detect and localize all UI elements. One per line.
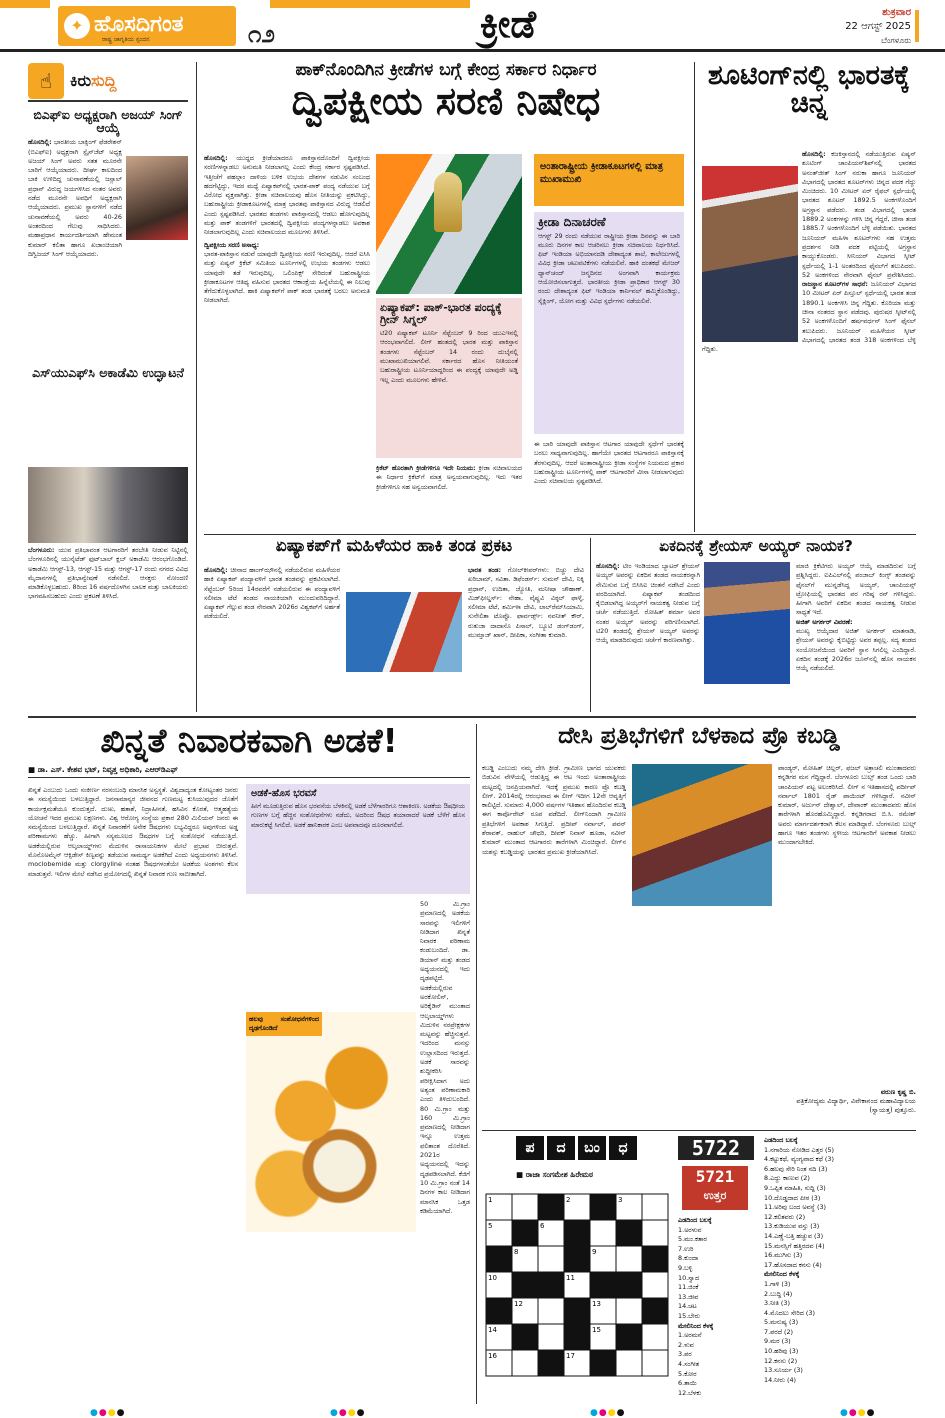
clue-item: 11.ಜಿಂಕೆ (678, 1283, 699, 1292)
photo-caption: ಹಲವು ಸಂಶೋಧನೆಗಳಿಂದ ದೃಢಗೊಂಡಿದೆ (246, 1012, 322, 1036)
column-rule (694, 62, 695, 532)
grid-block (616, 1272, 642, 1298)
grid-number: 11 (566, 1274, 575, 1282)
lead-body (204, 154, 370, 524)
grid-cell (642, 1194, 668, 1220)
iyer-subhead: ಅಜಿತ್ ಅಗರ್ಕರ್ ವಿವರಣೆ: (796, 617, 853, 626)
dateline: ಹೊಸದಿಲ್ಲಿ: (802, 150, 826, 158)
hockey-body (204, 566, 340, 712)
day-name: ಶುಕ್ರವಾರ (882, 7, 911, 18)
clue-item: 7.ಪರದೆ (2) (764, 1327, 794, 1336)
clue-item: 1.ನಗಾರಿಯ ನೋಡಿದ ಎತ್ತರ (5) (764, 1145, 835, 1154)
grid-cell (512, 1350, 538, 1376)
print-registration-marks: ●●●● (90, 1408, 126, 1418)
old-across-list (678, 1226, 758, 1322)
clue-item: 17.ಹೊಸದಾದ ಕನಸು (4) (764, 1260, 822, 1269)
article-text: ಭಾರತೀಯ ಬಾಕ್ಸಿಂಗ್ ಫೆಡರೇಶನ್ (ಬಿಎಫ್‌ಐ) ಅಧ್ಯಕ್ಷರಾಗಿ ಸ್ಪೈಸ್‌ಜೆಟ್ ಅಧ್ಯಕ್ಷ ಅಜಯ್ ಸಿಂಗ್ ಅವರು ಸತತ ಮೂರನೇ ಬಾರಿಗೆ ಆಯ್ಕೆಯಾದರು. ದೀರ್ಘ ಕಾಲದಿಂದ ಬಾಕಿ ಉಳಿದಿದ್ದ ಚುನಾವಣೆಯಲ್ಲಿ ಜಸ್ಲಾಲ್ ಪ್ರಧಾನ್ ವಿರುದ್ಧ ಜಯಗಳಿಸಿದ ನಂತರ ಅವರು ನಡೆದ ಮೂರನೇ ಅವಧಿಗೆ ಅಧ್ಯಕ್ಷರಾಗಿ ಆಯ್ಕೆಯಾದರು. ಪ್ರಮುಖ ಸ್ಥಾನಗಳಿಗೆ ನಡೆದ ಚುನಾವಣೆಯಲ್ಲಿ ಅವರು 40-26 ಅಂತರದಿಂದ ಗೆಲುವು ಸಾಧಿಸಿದರು. ಮಹಾಪ್ರಧಾನ ಕಾರ್ಯದರ್ಶಿಯಾಗಿ ಹೇಮಂತ ಕುಮಾರ್ ಕಲಿತಾ ಹಾಗೂ ಖಜಾಂಚಿಯಾಗಿ ದಿಗ್ವಿಜಯ್ ಸಿಂಗ್ ಆಯ್ಕೆಯಾದರು. (28, 138, 122, 258)
grid-cell (642, 1220, 668, 1246)
clue-item: 7.ಉರಿ (678, 1244, 694, 1253)
grid-number: 12 (514, 1300, 523, 1308)
grid-block (642, 1246, 668, 1272)
clue-item: 1.ಗಾಳಿ (3) (764, 1279, 791, 1288)
logo-text: ಹೊಸದಿಗಂತ (94, 12, 184, 37)
author-line: ಡಾ. ಎಸ್. ಕೇಶವ ಭಟ್, ನಿವೃತ್ತ ಅಧಿಕಾರಿ, ಎಆರ್‌ಡಿಎಫ್ (37, 764, 178, 774)
rules-subhead: ಕ್ರಿಕೆಟ್ ಹೊರತಾಗಿ ಕ್ರೀಡೆಗಳಿಗೂ ಇದೇ ನಿಯಮ: (376, 464, 476, 472)
grid-cell (616, 1298, 642, 1324)
grid-block (590, 1350, 616, 1376)
kabaddi-article (482, 724, 916, 1126)
clue-item: 15.ಬೇರು (678, 1311, 701, 1320)
dateline: ಹೊಸದಿಲ್ಲಿ: (204, 154, 228, 162)
sports-day-body: ಆಗಸ್ಟ್ 29 ರಂದು ನಡೆಯುವ ರಾಷ್ಟ್ರೀಯ ಕ್ರೀಡಾ ದಿನವನ್ನು ಈ ಬಾರಿ ಮೂರು ದಿನಗಳ ಕಾಲ ಆಚರಿಸಲು ಕ್ರೀಡಾ ಸಚಿವಾಲಯ ನಿರ್ಧರಿಸಿದೆ. ಫಿಟ್ ಇಂಡಿಯಾ ಅಭಿಯಾನದಡಿ ದೇಶಾದ್ಯಂತ ಶಾಲೆ, ಕಾಲೇಜುಗಳಲ್ಲಿ ವಿವಿಧ ಕ್ರೀಡಾ ಚಟುವಟಿಕೆಗಳು ನಡೆಯಲಿವೆ. ಹಾಕಿ ದಂತಕಥೆ ಮೇಜರ್ ಧ್ಯಾನ್‌ಚಂದ್ ಜನ್ಮದಿನದ ಅಂಗವಾಗಿ ಕಾರ್ಯಕ್ರಮ ಆಯೋಜಿಸಲಾಗುತ್ತದೆ. ಭಾರತೀಯ ಕ್ರೀಡಾ ಪ್ರಾಧಿಕಾರ ಆಗಸ್ಟ್ 30 ರಂದು ದೇಶಾದ್ಯಂತ ಫಿಟ್ ಇಂಡಿಯಾ ಕಾರ್ನಿವಲ್ ಹಮ್ಮಿಕೊಂಡಿದ್ದು, ಸೈಕ್ಲಿಂಗ್, ಯೋಗ ಮತ್ತು ವಿವಿಧ ಸ್ಪರ್ಧೆಗಳು ನಡೆಯಲಿವೆ. (538, 231, 680, 305)
date: 22 ಆಗಸ್ಟ್ 2025 (845, 21, 911, 32)
section-rule (204, 534, 916, 535)
grid-number: 15 (592, 1326, 601, 1334)
previous-answers (678, 1216, 758, 1404)
grid-block (512, 1272, 538, 1298)
old-down-head: ಮೇಲಿನಿಂದ ಕೆಳಕ್ಕೆ (678, 1321, 714, 1330)
article-text: ಚೀನಾದ ಹಾಂಗ್‌ಝೌನಲ್ಲಿ ನಡೆಯಲಿರುವ ಮಹಿಳೆಯರ ಹಾಕಿ ಏಷ್ಯಾಕಪ್ ಪಂದ್ಯಾವಳಿಗೆ ಭಾರತ ತಂಡವನ್ನು ಪ್ರಕಟಿಸಲಾಗಿದೆ. ಸೆಪ್ಟೆಂಬರ್ 5ರಿಂದ 14ರವರೆಗೆ ನಡೆಯಲಿರುವ ಈ ಪಂದ್ಯಾವಳಿಗೆ ಸಲೀಮಾ ಟೆಟೆ ತಂಡದ ನಾಯಕಿಯಾಗಿ ಮುಂದುವರಿದಿದ್ದಾರೆ. ಏಷ್ಯಾಕಪ್ ಗೆಲ್ಲುವ ತಂಡ ನೇರವಾಗಿ 2026ರ ವಿಶ್ವಕಪ್‌ಗೆ ಅರ್ಹತೆ ಪಡೆಯಲಿದೆ. (204, 566, 340, 621)
newspaper-logo (58, 6, 236, 46)
shooting-story (702, 62, 916, 532)
old-down-list (678, 1331, 758, 1398)
grid-cell (642, 1272, 668, 1298)
kabaddi-author: ವರುಣ ಕೃಷ್ಣ ಬಿ. (880, 1088, 916, 1096)
grid-number: 6 (540, 1222, 545, 1230)
page-number: ೧೨ (248, 20, 275, 48)
lead-subhead: ದ್ವಿಪಕ್ಷೀಯ ಸರಣಿ ಅಸಾಧ್ಯ: (204, 240, 260, 249)
clue-item: 4.ಕಟ್ಟುಕಥೆ, ವ್ಯಂಗ್ಯವಾದ ಕಥೆ (3) (764, 1155, 834, 1164)
grid-cell (512, 1194, 538, 1220)
grid-cell (538, 1298, 564, 1324)
article-text: ಭಾರತ-ಪಾಕಿಸ್ತಾನ ನಡುವೆ ಯಾವುದೇ ದ್ವಿಪಕ್ಷೀಯ ಸರಣಿ ಇರುವುದಿಲ್ಲ. ಆದರೆ ಐಸಿಸಿ ಮತ್ತು ಏಷ್ಯನ್ ಕ್ರಿಕೆಟ್ ಸಮಿತಿಯ ಟೂರ್ನಿಗಳಲ್ಲಿ ಉಭಯ ತಂಡಗಳು ಆಡಲು ಯಾವುದೇ ತಡೆ ಇರುವುದಿಲ್ಲ. ಒಲಿಂಪಿಕ್ಸ್ ಸೇರಿದಂತೆ ಬಹುರಾಷ್ಟ್ರೀಯ ಕ್ರೀಡಾಕೂಟಗಳ ಆತಿಥ್ಯ ವಹಿಸುವ ಭಾರತದ ಆಕಾಂಕ್ಷೆಯ ಹಿನ್ನೆಲೆಯಲ್ಲಿ ಈ ನಿಲುವು ತೆಗೆದುಕೊಳ್ಳಲಾಗಿದೆ. ಹಾಕಿ ಏಷ್ಯಾಕಪ್‌ಗೆ ಪಾಕ್ ತಂಡ ಭಾರತಕ್ಕೆ ಬರಲು ಅನುಮತಿ ನೀಡಲಾಗಿದೆ. (204, 249, 370, 305)
dateline-block (845, 6, 911, 48)
old-across-head: ಎಡದಿಂದ ಬಲಕ್ಕೆ (678, 1216, 712, 1224)
inauguration-photo (28, 467, 188, 543)
grid-cell (616, 1246, 642, 1272)
clue-item: 13.ಕುಡಿಯುವ ವಸ್ತು (3) (764, 1222, 820, 1231)
article-text: ಟೀಂ ಇಂಡಿಯಾದ ಬ್ಯಾಟರ್ ಶ್ರೇಯಸ್ ಅಯ್ಯರ್ ಅವರನ್ನು ಏಕದಿನ ತಂಡದ ನಾಯಕರನ್ನಾಗಿ ನೇಮಿಸುವ ಬಗ್ಗೆ ಬಿಸಿಸಿಐ ಚಿಂತನೆ ನಡೆಸಿದೆ ಎಂದು ವರದಿಯಾಗಿದೆ. ಏಷ್ಯಾಕಪ್ ತಂಡದಿಂದ ಕೈಬಿಡಲಾಗಿದ್ದ ಅಯ್ಯರ್‌ಗೆ ನಾಯಕತ್ವ ನೀಡುವ ಬಗ್ಗೆ ಚರ್ಚೆ ನಡೆಯುತ್ತಿದೆ. ರೋಹಿತ್ ಶರ್ಮಾ ಅವರ ನಂತರ ಅಯ್ಯರ್ ಅವರನ್ನು ಪರಿಗಣಿಸಲಾಗಿದೆ. ಟಿ20 ತಂಡದಲ್ಲಿ ಶ್ರೇಯಸ್ ಅಯ್ಯರ್ ಅವರನ್ನು ಆಯ್ಕೆ ಮಾಡದಿರುವುದು ಚರ್ಚೆಗೆ ಕಾರಣವಾಗಿತ್ತು. (596, 562, 700, 645)
section-rule (482, 1130, 916, 1131)
answer-label: ಉತ್ತರ (703, 1189, 727, 1202)
clue-item: 2.ಳುವ (678, 1340, 694, 1349)
logo-tagline: ರಾಷ್ಟ್ರ ಜಾಗೃತಿಯ ಸ್ಪಂದನ (102, 36, 150, 43)
grid-block (590, 1194, 616, 1220)
down-head: ಮೇಲಿನಿಂದ ಕೆಳಕ್ಕೆ (764, 1270, 800, 1279)
masthead-accent-bar (915, 10, 919, 42)
arecanut-headline: ಖಿನ್ನತೆ ನಿವಾರಕವಾಗಿ ಅಡಕೆ! (100, 721, 398, 760)
clue-item: 12.ಕಲಿತವರು (2) (764, 1212, 806, 1221)
cricketer-photo (704, 562, 790, 684)
grid-block (616, 1324, 642, 1350)
asiacup-body: ಟಿ20 ಏಷ್ಯಾಕಪ್ ಟೂರ್ನಿ ಸೆಪ್ಟೆಂಬರ್ 9 ರಿಂದ ಯುಎಇನಲ್ಲಿ ಆರಂಭವಾಗಲಿದೆ. ಲೀಗ್ ಹಂತದಲ್ಲಿ ಭಾರತ ಮತ್ತು ಪಾಕಿಸ್ತಾನ ತಂಡಗಳು ಸೆಪ್ಟೆಂಬರ್ 14 ರಂದು ದುಬೈನಲ್ಲಿ ಮುಖಾಮುಖಿಯಾಗಲಿವೆ. ಸರ್ಕಾರದ ಹೊಸ ನೀತಿಯಂತೆ ಬಹುರಾಷ್ಟ್ರೀಯ ಟೂರ್ನಿಯಾದ್ದರಿಂದ ಈ ಪಂದ್ಯಕ್ಕೆ ಯಾವುದೇ ಅಡ್ಡಿ ಇಲ್ಲ ಎಂದು ಮೂಲಗಳು ಹೇಳಿವೆ. (380, 329, 518, 384)
crossword-title (516, 1136, 637, 1160)
clue-item: 13.ಸೂರ್ಯ (3) (764, 1366, 803, 1375)
grid-number: 2 (566, 1196, 571, 1204)
kabaddi-body-continued: ಪಾಂಡ್ಯರ್, ಮೋಹಿತ್ ಚಿಲ್ಲರ್, ಫಜಲ್ ಅತ್ರಾಚಲಿ ಮುಂತಾದವರು ಕನ್ನಡಿಗರ ಮನ ಗೆದ್ದಿದ್ದಾರೆ. ಬೆಂಗಳೂರು ಬುಲ್ಸ್ ತಂಡ ಒಂದು ಬಾರಿ ಚಾಂಪಿಯನ್ ಪಟ್ಟ ಅಲಂಕರಿಸಿದೆ. ಲೀಗ್ ನ ಇತಿಹಾಸದಲ್ಲಿ ಪರ್ದೀಪ್ ನರ್ವಾಲ್ 1801 ರೈಡ್ ಪಾಯಿಂಟ್ ಗಳಿಸಿದ್ದಾರೆ. ನವೀನ್ ಕುಮಾರ್, ಅರ್ಜುನ್ ದೇಶ್ವಾಲ್, ದೇವಾಂಕ್ ಮುಂತಾದವರು ಹೊಸ ತಾರೆಗಳಾಗಿ ಹೊರಹೊಮ್ಮಿದ್ದಾರೆ. ಕನ್ನಡಿಗರಾದ ಬಿ.ಸಿ. ರಮೇಶ್ ಅವರು ಮಾರ್ಗದರ್ಶಕರಾಗಿ ಕೆಲಸ ಮಾಡಿದ್ದಾರೆ. ಬೆಂಗಳೂರು ಬುಲ್ಸ್ ಹಾಗೂ ಇತರ ತಂಡಗಳು ಸ್ಥಳೀಯ ಆಟಗಾರರಿಗೆ ಅವಕಾಶ ನೀಡಲು ಮುಂದಾಗಬೇಕಿದೆ. (778, 764, 916, 847)
article-text: ಕಬಡ್ಡಿ ಎಂಬುದು ನಮ್ಮ ದೇಸಿ ಕ್ರೀಡೆ. ಗ್ರಾಮೀಣ ಭಾಗದ ಯುವಕರು ಬಿಡುವಿನ ವೇಳೆಯಲ್ಲಿ ಆಡುತ್ತಿದ್ದ ಈ ಆಟ ಇಂದು ಅಂತಾರಾಷ್ಟ್ರೀಯ ಮಟ್ಟದಲ್ಲಿ ಜನಪ್ರಿಯವಾಗಿದೆ. ಇದಕ್ಕೆ ಪ್ರಮುಖ ಕಾರಣ ಪ್ರೊ ಕಬಡ್ಡಿ ಲೀಗ್. 2014ರಲ್ಲಿ ಆರಂಭವಾದ ಈ ಲೀಗ್ ಇದೀಗ 12ನೇ ಆವೃತ್ತಿಗೆ ಕಾಲಿಟ್ಟಿದೆ. ಸುಮಾರು 4,000 ವರ್ಷಗಳ ಇತಿಹಾಸ ಹೊಂದಿರುವ ಕಬಡ್ಡಿ ಈಗ ಕಾರ್ಪೊರೇಟ್ ರೂಪ ಪಡೆದಿದೆ. ಲೀಗ್‌ನಿಂದಾಗಿ ಗ್ರಾಮೀಣ ಪ್ರತಿಭೆಗಳಿಗೆ ಅವಕಾಶ ಸಿಗುತ್ತಿದೆ. ಪ್ರದೀಪ್ ನರ್ವಾಲ್, ಪವನ್ ಶೆರಾವತ್, ರಾಹುಲ್ ಚೌಧರಿ, ದೀಪಕ್ ನಿವಾಸ್ ಹೂಡಾ, ನವೀನ್ ಕುಮಾರ್ ಮುಂತಾದ ಆಟಗಾರರು ತಾರೆಗಳಾಗಿ ಮಿಂಚಿದ್ದಾರೆ. ಲೀಗ್‌ನ ಯಶಸ್ಸು ಕಬಡ್ಡಿಯನ್ನು ಭಾರತದ ಪ್ರಮುಖ ಕ್ರೀಡೆಯಾಗಿಸಿದೆ. (482, 764, 626, 856)
iyer-body (596, 562, 700, 712)
masthead-stripe (0, 0, 50, 8)
team-label: ಭಾರತ ತಂಡ: (468, 566, 502, 574)
column-rule (476, 724, 477, 1404)
grid-number: 13 (592, 1300, 601, 1308)
clue-item: 4.ಸಂಗೀತ (678, 1359, 700, 1368)
clue-item: 14.ನೀರು (4) (764, 1375, 797, 1384)
kabaddi-author-role: ಪತ್ರಿಕೋದ್ಯಮ ವಿದ್ಯಾರ್ಥಿ, ವಿವೇಕಾನಂದ ಮಹಾವಿದ್ಯಾಲಯ (ಸ್ವಾಯತ್ತ) ಪುತ್ತೂರು. (796, 1097, 916, 1114)
kabaddi-headline: ದೇಸಿ ಪ್ರತಿಭೆಗಳಿಗೆ ಬೆಳಕಾದ ಪ್ರೊ ಕಬಡ್ಡಿ (558, 723, 840, 749)
trophy-icon (434, 172, 462, 232)
hope-box (246, 784, 470, 894)
short-news-body (28, 138, 188, 360)
kabaddi-author-block (778, 1088, 916, 1115)
short-news-label: ಕಿರು (70, 71, 92, 90)
clue-item: 1.ಅರಳುವ (678, 1225, 702, 1234)
clue-item: 6.ಹಲವು ಸೇರಿ ನಿಂತ ನದಿ (3) (764, 1164, 828, 1173)
grid-block (512, 1220, 538, 1246)
logo-emblem-icon: ✦ (64, 13, 90, 39)
clue-item: 14.ಚಟ (678, 1302, 697, 1311)
article-text: ಮಾಜಿ ಕ್ರಿಕೆಟಿಗರು ಅಯ್ಯರ್ ಆಯ್ಕೆ ಮಾಡದಿರುವ ಬಗ್ಗೆ ಪ್ರಶ್ನಿಸಿದ್ದರು. ಐಪಿಎಲ್‌ನಲ್ಲಿ ಪಂಜಾಬ್ ಕಿಂಗ್ಸ್ ತಂಡವನ್ನು ಫೈನಲ್‌ಗೆ ಮುನ್ನಡೆಸಿದ್ದ ಅಯ್ಯರ್, ಚಾಂಪಿಯನ್ಸ್ ಟ್ರೋಫಿಯಲ್ಲಿ ಭಾರತದ ಪರ ಗರಿಷ್ಠ ರನ್ ಗಳಿಸಿದ್ದರು. ಹೀಗಾಗಿ ಅವರಿಗೆ ಏಕದಿನ ತಂಡದ ನಾಯಕತ್ವ ನೀಡುವ ಸಾಧ್ಯತೆ ಇದೆ. (796, 562, 916, 617)
section-title: ಕ್ರೀಡೆ (480, 2, 537, 46)
previous-puzzle-number: 5721 (695, 1167, 735, 1186)
clue-item: 11.ಅರಿವು ಬಂದ ಅವಸ್ಥೆ (3) (764, 1203, 826, 1212)
grid-cell (538, 1324, 564, 1350)
article-text: ಯುವ ಪ್ರತಿಭಾವಂತ ಆಟಗಾರರಿಗೆ ತರಬೇತಿ ನೀಡುವ ನಿಟ್ಟಿನಲ್ಲಿ ಬೆಂಗಳೂರಿನಲ್ಲಿ ಯುನೈಟೆಡ್ ಫುಟ್‌ಬಾಲ್ ಕ್ಲಬ್ ಅಕಾಡೆಮಿ ಆರಂಭಗೊಂಡಿದೆ. ಅಕಾಡೆಮಿ ಆಗಸ್ಟ್-13, ಆಗಸ್ಟ್-15 ಮತ್ತು ಆಗಸ್ಟ್-17 ರಂದು ನಗರದ ವಿವಿಧ ಮೈದಾನಗಳಲ್ಲಿ ಪ್ರತಿಭಾನ್ವೇಷಣೆ ನಡೆಸಲಿದೆ. ಆಸಕ್ತರು ನೋಂದಣಿ ಮಾಡಿಕೊಳ್ಳಬಹುದು. 8ರಿಂದ 16 ವರ್ಷದೊಳಗಿನ ಬಾಲಕ ಮತ್ತು ಬಾಲಕಿಯರು ಭಾಗವಹಿಸಬಹುದು ಎಂದು ಪ್ರಕಟಣೆ ತಿಳಿಸಿದೆ. (28, 546, 188, 601)
dateline: ಬೆಂಗಳೂರು: (28, 546, 55, 554)
rules-note (376, 464, 522, 526)
short-news-header (28, 62, 188, 102)
grid-cell (642, 1350, 668, 1376)
crossword-grid (482, 1190, 674, 1402)
grid-cell (642, 1324, 668, 1350)
world-label-box (534, 154, 684, 206)
sports-day-headline: ಕ್ರೀಡಾ ದಿನಾಚರಣೆ (538, 215, 606, 229)
crossword-title-letter: ಪ (516, 1136, 544, 1160)
grid-number: 5 (488, 1222, 493, 1230)
grid-number: 8 (514, 1248, 519, 1256)
world-label: ಅಂತಾರಾಷ್ಟ್ರೀಯ ಕ್ರೀಡಾಕೂಟಗಳಲ್ಲಿ ಮಾತ್ರ ಮುಖಾಮುಖಿ (540, 161, 664, 185)
clue-item: 15.ಮನಸ್ಸಿಗೆ ಹತ್ತಿರದವ (4) (764, 1241, 825, 1250)
article-text: ಕ್ರೀಡಾ ಸಚಿವಾಲಯದ ಈ ನಿರ್ಧಾರ ಕ್ರಿಕೆಟ್‌ಗೆ ಮಾತ್ರ ಅನ್ವಯವಾಗುವುದಿಲ್ಲ. ಇದು ಇತರ ಕ್ರೀಡೆಗಳಿಗೂ ಸಹ ಅನ್ವಯವಾಗಲಿದೆ. (376, 464, 522, 491)
grid-number: 17 (566, 1352, 575, 1360)
lead-body-continued: ಈ ಬಾರಿ ಯಾವುದೇ ಪಾಕಿಸ್ತಾನ ಆಟಗಾರ ಯಾವುದೇ ಸ್ಪರ್ಧೆಗೆ ಭಾರತಕ್ಕೆ ಬರಲು ಸಾಧ್ಯವಾಗುವುದಿಲ್ಲ. ಹಾಗೆಯೇ ಭಾರತದ ಆಟಗಾರರೂ ಪಾಕಿಸ್ತಾನಕ್ಕೆ ತೆರಳುವುದಿಲ್ಲ. ಆದರೆ ಅಂತಾರಾಷ್ಟ್ರೀಯ ಕ್ರೀಡಾ ಸಂಸ್ಥೆಗಳ ನಿಯಮದ ಪ್ರಕಾರ ಬಹುರಾಷ್ಟ್ರೀಯ ಟೂರ್ನಿಗಳಲ್ಲಿ ಪಾಕ್ ಆಟಗಾರರಿಗೆ ವೀಸಾ ನೀಡಲಾಗುವುದು ಎಂದು ಸಚಿವಾಲಯ ಸ್ಪಷ್ಟಪಡಿಸಿದೆ. (534, 440, 684, 486)
crossword-author: ರಾಜಾ ಸಂಗಮೇಶ ಹಿರೇಮಠ (525, 1170, 593, 1179)
megaphone-icon: ☝ (28, 63, 64, 99)
crossword-title-letter: ಬಂ (578, 1136, 606, 1160)
grid-number: 14 (488, 1326, 497, 1334)
grid-block (486, 1246, 512, 1272)
shooting-subhead: ರಾಜಸ್ಥಾನ ಶೂಟರ್‌ಗಳ ಸಾಧನೆ: (802, 280, 868, 289)
sports-day-box (534, 212, 684, 434)
crossword-title-letter: ದ (547, 1136, 575, 1160)
masthead-stripe (270, 0, 470, 8)
down-clues (764, 1280, 916, 1386)
arecanut-article (28, 721, 470, 1404)
clue-item: 4.ಮೊದಲು ಸೇರಿದ (3) (764, 1308, 815, 1317)
dateline: ಹೊಸದಿಲ್ಲಿ: (596, 562, 620, 570)
grid-block (538, 1350, 564, 1376)
grid-block (642, 1298, 668, 1324)
grid-block (564, 1220, 590, 1246)
clue-item: 8.ಕುಂದಾ (678, 1254, 699, 1263)
arecanut-body: ಖಿನ್ನತೆ ಎಂಬುದು ಒಂದು ಸಂಕೀರ್ಣ ನರಸಂಬಂಧಿ ಮಾನಸಿಕ ಅಸ್ವಸ್ಥತೆ. ವಿಶ್ವದಾದ್ಯಂತ ಕೋಟ್ಯಂತರ ಜನರು ಈ ಸಮಸ್ಯೆಯಿಂದ ಬಳಲುತ್ತಿದ್ದಾರೆ. ಜನಸಾಮಾನ್ಯರ ಜೀವನದ ಗುಣಮಟ್ಟ ಕುಸಿಯುವುದರ ಜೊತೆಗೆ ಕಾರ್ಯಕ್ಷಮತೆಯೂ ಕುಂದುತ್ತದೆ. ದುಃಖ, ಹತಾಶೆ, ನಿದ್ರಾಹೀನತೆ, ಹಸಿವಿನ ಕೊರತೆ, ಆತ್ಮಹತ್ಯೆಯ ಯೋಚನೆ ಇದರ ಪ್ರಮುಖ ಲಕ್ಷಣಗಳು. ವಿಶ್ವ ಆರೋಗ್ಯ ಸಂಸ್ಥೆಯ ಪ್ರಕಾರ 280 ಮಿಲಿಯನ್ ಜನರು ಈ ಸಮಸ್ಯೆಯಿಂದ ಬಳಲುತ್ತಿದ್ದಾರೆ. ಖಿನ್ನತೆ ನಿವಾರಣೆಗೆ ಅನೇಕ ಔಷಧಗಳು ಲಭ್ಯವಿದ್ದರೂ ಅವುಗಳಿಂದ ಅಡ್ಡ ಪರಿಣಾಮಗಳು ಹೆಚ್ಚು. ಹೀಗಾಗಿ ಸಸ್ಯಮೂಲದ ಔಷಧಗಳ ಬಗ್ಗೆ ಸಂಶೋಧನೆ ನಡೆಯುತ್ತಿದೆ. ಅಡಕೆಯಲ್ಲಿರುವ ಆಲ್ಕಲಾಯ್ಡ್‌ಗಳು ಮೆದುಳಿನ ರಾಸಾಯನಿಕಗಳ ಮೇಲೆ ಪ್ರಭಾವ ಬೀರುತ್ತವೆ. ಮೊನೊಅಮೈನ್ ಆಕ್ಸಿಡೇಸ್ ಕಿಣ್ವವನ್ನು ತಡೆಯುವ ಸಾಮರ್ಥ್ಯ ಅಡಕೆಗಿದೆ ಎಂದು ಅಧ್ಯಯನಗಳು ತಿಳಿಸಿವೆ. moclobemide ಮತ್ತು clorgyline ನಂತಹ ಔಷಧಗಳಂತೆಯೇ ಅಡಕೆಯ ಅಂಶಗಳು ಕೆಲಸ ಮಾಡುತ್ತವೆ. ಇಲಿಗಳ ಮೇಲೆ ನಡೆಸಿದ ಪ್ರಯೋಗದಲ್ಲಿ ಖಿನ್ನತೆ ನಿವಾರಕ ಗುಣ ಸಾಬೀತಾಗಿದೆ. (28, 786, 238, 878)
lead-kicker: ಪಾಕ್‌ನೊಂದಿಗಿನ ಕ್ರೀಡೆಗಳ ಬಗ್ಗೆ ಕೇಂದ್ರ ಸರ್ಕಾರ ನಿರ್ಧಾರ (295, 60, 597, 80)
short-news-label-accent: ಸುದ್ದಿ (91, 71, 117, 90)
grid-block (564, 1324, 590, 1350)
grid-number: 9 (592, 1248, 597, 1256)
column-rule (196, 62, 197, 712)
grid-block (538, 1272, 564, 1298)
article-text: 50 ಮಿ.ಗ್ರಾಂ ಪ್ರಮಾಣದಲ್ಲಿ ಅಡಕೆಯ ಸಾರವನ್ನು ಇಲಿಗಳಿಗೆ ನೀಡಿದಾಗ ಖಿನ್ನತೆ ನಿವಾರಕ ಪರಿಣಾಮ ಕಂಡುಬಂದಿದೆ. ಡಾ. ಡಿಯಾನ್ ಮತ್ತು ತಂಡದ ಅಧ್ಯಯನದಲ್ಲಿ ಇದು ದೃಢಪಟ್ಟಿದೆ. ಅಡಕೆಯಲ್ಲಿರುವ ಅರಕೋಲಿನ್, ಅರಿಕೈಡಿನ್ ಮುಂತಾದ ಆಲ್ಕಲಾಯ್ಡ್‌ಗಳು ಮಿದುಳಿನ ನರಪ್ರೇಕ್ಷಕಗಳ ಮಟ್ಟವನ್ನು ಹೆಚ್ಚಿಸುತ್ತವೆ. ಇದರಿಂದ ಮನಸ್ಸು ಉಲ್ಲಾಸದಿಂದ ಇರುತ್ತದೆ. ಅಡಕೆ ಸಾರವನ್ನು ಶುದ್ಧೀಕರಿಸಿ ಪರೀಕ್ಷಿಸಿದಾಗ ಅದು ಅತ್ಯಂತ ಪರಿಣಾಮಕಾರಿ ಎಂದು ತಿಳಿದುಬಂದಿದೆ. 80 ಮಿ.ಗ್ರಾಂ ಮತ್ತು 160 ಮಿ.ಗ್ರಾಂ ಪ್ರಮಾಣದಲ್ಲಿ ನೀಡಿದಾಗ ಇನ್ನೂ ಉತ್ತಮ ಫಲಿತಾಂಶ ದೊರೆತಿದೆ. 2021ರ ಅಧ್ಯಯನದಲ್ಲಿ ಇದನ್ನು ದೃಢಪಡಿಸಲಾಗಿದೆ. ಕೆಜಿಗೆ 10 ಮಿ.ಗ್ರಾಂ ನಂತೆ 14 ದಿನಗಳ ಕಾಲ ನೀಡಿದಾಗ ಮಾನಸಿಕ ಒತ್ತಡ ಕಡಿಮೆಯಾಗಿದೆ. (420, 900, 470, 1215)
clue-item: 6.ತಾಯಿ (678, 1379, 697, 1388)
article-text: ಜೂನಿಯರ್ ವಿಭಾಗದ 10 ಮೀಟರ್ ಏರ್ ಪಿಸ್ತೂಲ್ ಸ್ಪರ್ಧೆಯಲ್ಲಿ ಭಾರತ ತಂಡ 1890.1 ಅಂಕಗಳಿಸಿ ಚಿನ್ನ ಗೆದ್ದಿತು. ಕೊರಿಯಾ ಮತ್ತು ಚೀನಾ ನಂತರದ ಸ್ಥಾನ ಪಡೆದವು. ಪುರುಷರ ಸ್ಕೀಟ್‌ನಲ್ಲಿ 52 ಅಂಕಗಳೊಂದಿಗೆ ಹರ್ಷವರ್ಧನ್ ಸಿಂಗ್ ಫೈನಲ್ ತಲುಪಿದರು. ಜೂನಿಯರ್ ಮಹಿಳೆಯರ ಸ್ಕೀಟ್ ವಿಭಾಗದಲ್ಲಿ ಭಾರತದ ತಂಡ 318 ಅಂಕಗಳಿಂದ ಬೆಳ್ಳಿ ಗೆದ್ದಿತು. (702, 280, 916, 354)
puzzle-number: 5722 (678, 1136, 754, 1160)
clue-item: 9.ಒಪ್ಪಿತ ಮಾಹಿತಿ, ಸುದ್ದಿ (3) (764, 1183, 826, 1192)
arecanut-body-continued (246, 900, 470, 1404)
iyer-body-continued (796, 562, 916, 712)
grid-cell (616, 1350, 642, 1376)
across-clues (764, 1146, 916, 1271)
grid-block (486, 1298, 512, 1324)
column-rule (590, 538, 591, 712)
asiacup-headline: ಏಷ್ಯಾಕಪ್: ಪಾಕ್-ಭಾರತ ಪಂದ್ಯಕ್ಕೆ ಗ್ರೀನ್ ಸಿಗ್ನಲ್ (380, 301, 502, 326)
clue-item: 12.ಬೆಳಕು (678, 1388, 702, 1397)
clue-item: 13.ಜೀವ (678, 1292, 699, 1301)
grid-block (590, 1272, 616, 1298)
short-news-headline: ಎಸ್‌ಯುಎಫ್‌ಸಿ ಅಕಾಡೆಮಿ ಉದ್ಘಾಟನೆ (32, 365, 184, 381)
clue-item: 10.ಹರಿವು (3) (764, 1347, 799, 1356)
clue-item: 2.ಬುದ್ಧಿ (4) (764, 1289, 793, 1298)
asiacup-box (376, 298, 522, 458)
square-bullet-icon: ■ (516, 1170, 526, 1179)
dateline: ಹೊಸದಿಲ್ಲಿ: (28, 138, 52, 147)
hockey-story (204, 538, 584, 712)
clue-item: 5.ಮನುಷ್ಯ (3) (764, 1318, 799, 1327)
clue-item: 12.ಕನಸು (2) (764, 1356, 798, 1365)
print-registration-marks: ●●●● (840, 1408, 876, 1418)
across-head: ಎಡದಿಂದ ಬಲಕ್ಕೆ (764, 1136, 798, 1144)
hockey-team-list (468, 566, 584, 712)
clue-item: 5.ಕೋರ (678, 1369, 697, 1378)
hockey-photo (346, 592, 462, 672)
hope-box-headline: ಅಡಕೆ-ಹೊಸ ಭರವಸೆ (251, 788, 317, 799)
iyer-story (596, 538, 916, 712)
person-photo (126, 156, 188, 240)
masthead (0, 0, 945, 52)
crossword-author-line (516, 1170, 593, 1180)
grid-number: 3 (618, 1196, 623, 1204)
short-news-column (28, 62, 188, 712)
square-bullet-icon: ■ (28, 764, 38, 774)
kabaddi-photo (632, 764, 772, 906)
clue-item: 8.ಎದ್ದು ಕಾಣುವ (2) (764, 1174, 810, 1183)
grid-number: 1 (488, 1196, 493, 1204)
clue-item: 5.ಮಂ.ಕತಾರ (678, 1235, 707, 1244)
city: ಬೆಂಗಳೂರು (881, 36, 911, 45)
article-text: ಯುದ್ಧದ ಕ್ರೀಡೆಯಾದರೂ ಪಾಕಿಸ್ತಾನದೊಂದಿಗೆ ದ್ವಿಪಕ್ಷೀಯ ಸರಣಿಗಳನ್ನಾಡಲು ಅನುಮತಿ ನೀಡಲಾಗಲ್ಲ ಎಂದು ಕೇಂದ್ರ ಸರ್ಕಾರ ಸ್ಪಷ್ಟಪಡಿಸಿದೆ. ಇತ್ತೀಚೆಗೆ ಪಹಲ್ಗಾಂ ದಾಳಿಯ ಬಳಿಕ ಉಭಯ ದೇಶಗಳ ನಡುವಿನ ಸಂಬಂಧ ಹದಗೆಟ್ಟಿದ್ದು, ಇದರ ಮಧ್ಯೆ ಏಷ್ಯಾಕಪ್‌ನಲ್ಲಿ ಭಾರತ-ಪಾಕ್ ಪಂದ್ಯ ನಡೆಯುವ ಬಗ್ಗೆ ವಿರೋಧ ವ್ಯಕ್ತವಾಗಿತ್ತು. ಕ್ರೀಡಾ ಸಚಿವಾಲಯವು ಹೊಸ ನೀತಿಯನ್ನು ಪ್ರಕಟಿಸಿದ್ದು, ಬಹುರಾಷ್ಟ್ರೀಯ ಕ್ರೀಡಾಕೂಟಗಳಲ್ಲಿ ಮಾತ್ರ ಭಾರತವು ಪಾಕಿಸ್ತಾನದ ವಿರುದ್ಧ ಆಡಲಿದೆ ಎಂದು ಸ್ಪಷ್ಟಪಡಿಸಿದೆ. ಭಾರತದ ತಂಡಗಳು ಪಾಕಿಸ್ತಾನದಲ್ಲಿ ಆಡಲು ಹೋಗುವುದಿಲ್ಲ ಮತ್ತು ಪಾಕ್ ತಂಡಗಳಿಗೆ ಭಾರತದಲ್ಲಿ ದ್ವಿಪಕ್ಷೀಯ ಪಂದ್ಯಗಳನ್ನಾಡಲು ಅವಕಾಶ ನೀಡಲಾಗುವುದಿಲ್ಲ ಎಂದು ಸಚಿವಾಲಯದ ಮೂಲಗಳು ತಿಳಿಸಿವೆ. (204, 154, 370, 237)
shooter-photo (702, 166, 798, 342)
article-text: ಮುಖ್ಯ ಆಯ್ಕೆದಾರ ಅಜಿತ್ ಅಗರ್ಕರ್ ಮಾತನಾಡಿ, ಶ್ರೇಯಸ್ ಅವರನ್ನು ಕೈಬಿಟ್ಟಿದ್ದು ಅವರ ತಪ್ಪಲ್ಲ. ಸದ್ಯ ತಂಡದ ಸಂಯೋಜನೆಯಿಂದ ಅವರಿಗೆ ಸ್ಥಾನ ಸಿಗಲಿಲ್ಲ ಎಂದಿದ್ದಾರೆ. ಏಕದಿನ ತಂಡಕ್ಕೆ 2026ರ ಜೂನ್‌ನಲ್ಲಿ ಹೊಸ ನಾಯಕನ ಆಯ್ಕೆ ನಡೆಯಲಿದೆ. (796, 627, 916, 673)
crossword-section (482, 1136, 916, 1406)
grid-block (564, 1246, 590, 1272)
grid-block (512, 1324, 538, 1350)
lead-story (204, 62, 688, 532)
article-text: ಕಜಕಿಸ್ತಾನದಲ್ಲಿ ನಡೆಯುತ್ತಿರುವ ಏಷ್ಯನ್ ಶೂಟಿಂಗ್ ಚಾಂಪಿಯನ್‌ಶಿಪ್‌ನಲ್ಲಿ ಭಾರತದ ಅನಂತ್‌ಜೀತ್ ಸಿಂಗ್ ನರುಕಾ ಹಾಗೂ ಜೂನಿಯರ್ ವಿಭಾಗದಲ್ಲಿ ಭಾರತದ ಶೂಟರ್‌ಗಳು ಚಿನ್ನದ ಪದಕ ಗೆದ್ದು ಮಿಂಚಿದರು. 10 ಮೀಟರ್ ಏರ್ ರೈಫಲ್ ಸ್ಪರ್ಧೆಯಲ್ಲಿ ಭಾರತದ ಶೂಟರ್ 1892.5 ಅಂಕಗಳೊಂದಿಗೆ ಅಗ್ರಸ್ಥಾನ ಪಡೆದರು. ತಂಡ ವಿಭಾಗದಲ್ಲಿ ಭಾರತ 1889.2 ಅಂಕಗಳನ್ನು ಗಳಿಸಿ ಚಿನ್ನ ಗೆದ್ದರೆ, ಚೀನಾ ತಂಡ 1885.7 ಅಂಕಗಳೊಂದಿಗೆ ಬೆಳ್ಳಿ ಪಡೆಯಿತು. ಭಾರತದ ಜೂನಿಯರ್ ಮಹಿಳಾ ಶೂಟರ್‌ಗಳು ಸಹ ಉತ್ತಮ ಪ್ರದರ್ಶನ ನೀಡಿ ಪದಕ ಪಟ್ಟಿಯಲ್ಲಿ ಅಗ್ರಸ್ಥಾನ ಕಾಯ್ದುಕೊಂಡರು. ಸೀನಿಯರ್ ವಿಭಾಗದ ಸ್ಕೀಟ್ ಸ್ಪರ್ಧೆಯಲ್ಲಿ 1-1 ಅಂತರದಿಂದ ಫೈನಲ್‌ಗೆ ತಲುಪಿದರು. 52 ಅಂಕಗಳಿಂದ ನೇರವಾಗಿ ಫೈನಲ್ ಪ್ರವೇಶಿಸಿದರು. (802, 150, 916, 279)
clue-item: 3.ಪರ (678, 1350, 692, 1359)
team-list: ಗೋಲ್‌ಕೀಪರ್‌ಗಳು: ಬಿಚ್ಚು ದೇವಿ ಖರಿಬಾಮ್, ಸವಿತಾ. ಡಿಫೆಂಡರ್ಸ್: ಸುಮನ್ ದೇವಿ, ನಿಕ್ಕಿ ಪ್ರಧಾನ್, ಉದಿತಾ, ಜ್ಯೋತಿ, ಮನೀಷಾ ಚೌಹಾಣ್. ಮಿಡ್‌ಫೀಲ್ಡರ್ಸ್: ನೇಹಾ, ವೈಷ್ಣವಿ ವಿಠ್ಠಲ್ ಫಾಳ್ಕೆ, ಸಲೀಮಾ ಟೆಟೆ, ಶರ್ಮಿಳಾ ದೇವಿ, ಲಾಲ್‌ರೆಮ್‌ಸಿಯಾಮಿ, ಸುನೇಲಿತಾ ಟೊಪ್ಪೊ. ಫಾರ್ವರ್ಡ್ಸ್: ನವನೀತ್ ಕೌರ್, ರುತುಜಾ ದಾದಾಸೊ ಪಿಸಾಲ್, ಬ್ಯೂಟಿ ಡಂಗ್‌ಡಂಗ್, ಮುಮ್ತಾಜ್ ಖಾನ್, ದೀಪಿಕಾ, ಸಂಗೀತಾ ಕುಮಾರಿ. (468, 566, 584, 640)
section-rule (28, 716, 916, 718)
clue-item: 1.ಅರಮನೆ (678, 1331, 702, 1340)
grid-number: 16 (488, 1352, 497, 1360)
clue-item: 16.ಮುಗಿಸು (3) (764, 1251, 803, 1260)
clue-item: 3.ನೀತಿ (3) (764, 1299, 790, 1308)
grid-block (538, 1194, 564, 1220)
short-news-body (28, 546, 188, 712)
print-registration-marks: ●●●● (330, 1408, 366, 1418)
previous-answer-badge (682, 1166, 748, 1210)
clues (764, 1136, 916, 1404)
clue-item: 10.ದೊಡ್ಡದಾದ ಪೀಠ (3) (764, 1193, 821, 1202)
clue-item: 14.ಎಣ್ಣೆ-ಬತ್ತಿ ಹಚ್ಚುವ (3) (764, 1231, 824, 1240)
hockey-headline: ಏಷ್ಯಾಕಪ್‌ಗೆ ಮಹಿಳೆಯರ ಹಾಕಿ ತಂಡ ಪ್ರಕಟ (275, 536, 513, 556)
short-news-headline: ಬಿಎಫ್‌ಐ ಅಧ್ಯಕ್ಷರಾಗಿ ಅಜಯ್ ಸಿಂಗ್ ಆಯ್ಕೆ (33, 107, 183, 136)
lead-headline: ದ್ವಿಪಕ್ಷೀಯ ಸರಣಿ ನಿಷೇಧ (291, 78, 601, 123)
crossword-title-letter: ಧ (609, 1136, 637, 1160)
clue-item: 9.ಮರ (3) (764, 1337, 791, 1346)
arecanut-photo (246, 1012, 416, 1232)
grid-number: 10 (488, 1274, 497, 1282)
grid-block (564, 1298, 590, 1324)
kabaddi-body (482, 764, 772, 1126)
iyer-headline: ಏಕದಿನಕ್ಕೆ ಶ್ರೇಯಸ್ ಅಯ್ಯರ್ ನಾಯಕ? (659, 537, 853, 555)
grid-block (616, 1220, 642, 1246)
grid-cell (538, 1246, 564, 1272)
shooting-headline: ಶೂಟಿಂಗ್‌ನಲ್ಲಿ ಭಾರತಕ್ಕೆ ಚಿನ್ನ (707, 60, 911, 120)
grid-cell (590, 1220, 616, 1246)
clue-item: 10.ಸ್ವಾದ (678, 1273, 700, 1282)
cricket-fans-photo (376, 154, 522, 294)
shooting-body (702, 150, 916, 528)
print-registration-marks: ●●●● (590, 1408, 626, 1418)
dateline: ಹೊಸದಿಲ್ಲಿ: (204, 566, 228, 574)
clue-item: 9.ಬಳ್ಳಿ (678, 1263, 693, 1272)
arecanut-byline (28, 765, 470, 778)
hope-box-body: ಹೀಗೆ ಮೂಡುತ್ತಿರುವ ಹೊಸ ಭರವಸೆಯ ಬೆಳಕಿನಲ್ಲಿ ಅಡಕೆ ಬೆಳೆಗಾರರಿಗೂ ಆಶಾಕಿರಣ. ಅಡಕೆಯ ಔಷಧೀಯ ಗುಣಗಳ ಬಗ್ಗೆ ಹೆಚ್ಚಿನ ಸಂಶೋಧನೆಗಳು ನಡೆದು, ಅದರಿಂದ ಔಷಧ ತಯಾರಾದರೆ ಅಡಕೆ ಬೆಳೆಗೆ ಹೊಸ ಮಾರುಕಟ್ಟೆ ಸಿಗಲಿದೆ. ಅಡಕೆ ಹಾನಿಕಾರಕ ಎಂಬ ಅಪವಾದವೂ ದೂರವಾಗಲಿದೆ. (251, 801, 465, 829)
